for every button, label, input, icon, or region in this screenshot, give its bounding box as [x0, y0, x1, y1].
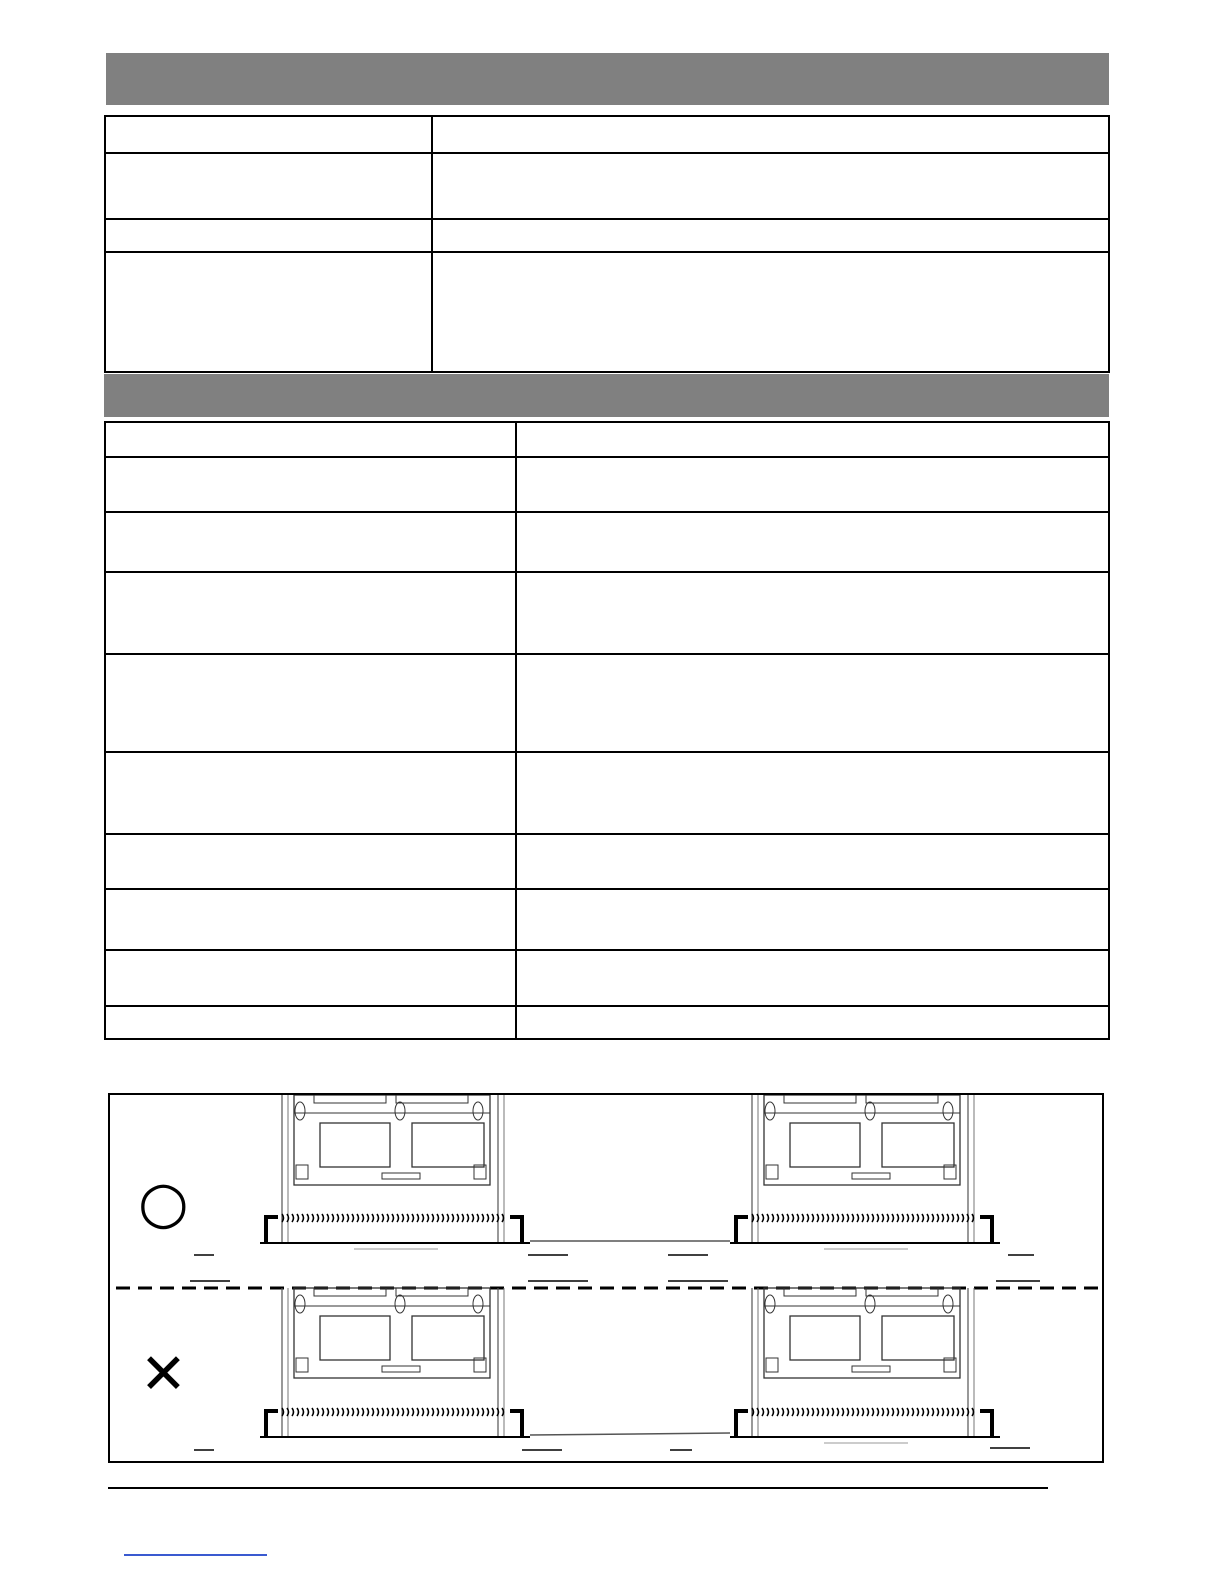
latch [865, 1102, 875, 1120]
screw-pad [766, 1358, 778, 1372]
row-label [105, 457, 516, 512]
table-row [105, 512, 1109, 572]
unit-window [882, 1123, 954, 1167]
latch [395, 1295, 405, 1313]
row-label [105, 252, 432, 372]
mounting-bracket [980, 1217, 992, 1243]
unit-label-plate [382, 1366, 420, 1372]
unit-window [790, 1316, 860, 1360]
coil-spring [282, 1408, 504, 1416]
installation-figure [108, 1093, 1104, 1463]
section-1-table [104, 115, 1110, 373]
unit-window [320, 1316, 390, 1360]
screw-pad [296, 1358, 308, 1372]
row-value [432, 116, 1109, 153]
mounting-bracket [266, 1411, 278, 1437]
row-value [516, 422, 1109, 457]
row-value [516, 950, 1109, 1006]
row-label [105, 950, 516, 1006]
table-row [105, 950, 1109, 1006]
mounting-bracket [266, 1217, 278, 1243]
unit-chassis [764, 1288, 960, 1378]
unit-label-plate [852, 1173, 890, 1179]
latch [295, 1102, 305, 1120]
row-value [516, 654, 1109, 752]
table-row [105, 457, 1109, 512]
unit-tab [866, 1095, 938, 1103]
coil-spring [282, 1214, 504, 1222]
mounting-bracket [980, 1411, 992, 1437]
row-value [516, 1006, 1109, 1039]
unit-tab [784, 1095, 856, 1103]
installation-diagram [110, 1095, 1104, 1463]
screw-pad [766, 1165, 778, 1179]
row-label [105, 834, 516, 889]
screw-pad [296, 1165, 308, 1179]
latch [943, 1295, 953, 1313]
unit-chassis [294, 1288, 490, 1378]
unit-window [882, 1316, 954, 1360]
unit-window [790, 1123, 860, 1167]
row-label [105, 219, 432, 252]
mounting-bracket [510, 1411, 522, 1437]
table-row [105, 834, 1109, 889]
table-row [105, 252, 1109, 372]
latch [765, 1295, 775, 1313]
row-value [516, 752, 1109, 834]
incorrect-mark-icon: ✕ [140, 1342, 187, 1407]
row-label [105, 116, 432, 153]
row-value [432, 252, 1109, 372]
latch [295, 1295, 305, 1313]
latch [473, 1102, 483, 1120]
correct-mark-icon: ○ [138, 1168, 189, 1236]
row-value [432, 153, 1109, 219]
row-value [432, 219, 1109, 252]
table-row [105, 654, 1109, 752]
row-value [516, 834, 1109, 889]
unit-window [412, 1123, 484, 1167]
unit-tab [396, 1095, 468, 1103]
row-value [516, 457, 1109, 512]
latch [865, 1295, 875, 1313]
coil-spring [752, 1408, 974, 1416]
unit-label-plate [852, 1366, 890, 1372]
unit-chassis [294, 1095, 490, 1185]
footer-link[interactable] [124, 1554, 267, 1556]
section-2-table [104, 421, 1110, 1040]
section-1-header-band [106, 53, 1109, 105]
latch [473, 1295, 483, 1313]
row-value [516, 889, 1109, 950]
latch [943, 1102, 953, 1120]
unit-window [320, 1123, 390, 1167]
table-row [105, 752, 1109, 834]
floor-line [530, 1433, 730, 1435]
coil-spring [752, 1214, 974, 1222]
unit-window [412, 1316, 484, 1360]
latch [765, 1102, 775, 1120]
mounting-bracket [736, 1411, 748, 1437]
mounting-bracket [736, 1217, 748, 1243]
table-row [105, 219, 1109, 252]
row-label [105, 512, 516, 572]
unit-tab [314, 1095, 386, 1103]
footer-rule [108, 1487, 1048, 1489]
table-row [105, 153, 1109, 219]
row-label [105, 153, 432, 219]
row-label [105, 889, 516, 950]
table-row [105, 1006, 1109, 1039]
table-row [105, 889, 1109, 950]
table-row [105, 572, 1109, 654]
unit-chassis [764, 1095, 960, 1185]
mounting-bracket [510, 1217, 522, 1243]
row-label [105, 654, 516, 752]
section-2-header-band [104, 374, 1109, 417]
row-label [105, 1006, 516, 1039]
row-value [516, 572, 1109, 654]
table-row [105, 422, 1109, 457]
row-value [516, 512, 1109, 572]
row-label [105, 572, 516, 654]
row-label [105, 752, 516, 834]
unit-label-plate [382, 1173, 420, 1179]
latch [395, 1102, 405, 1120]
row-label [105, 422, 516, 457]
table-row [105, 116, 1109, 153]
